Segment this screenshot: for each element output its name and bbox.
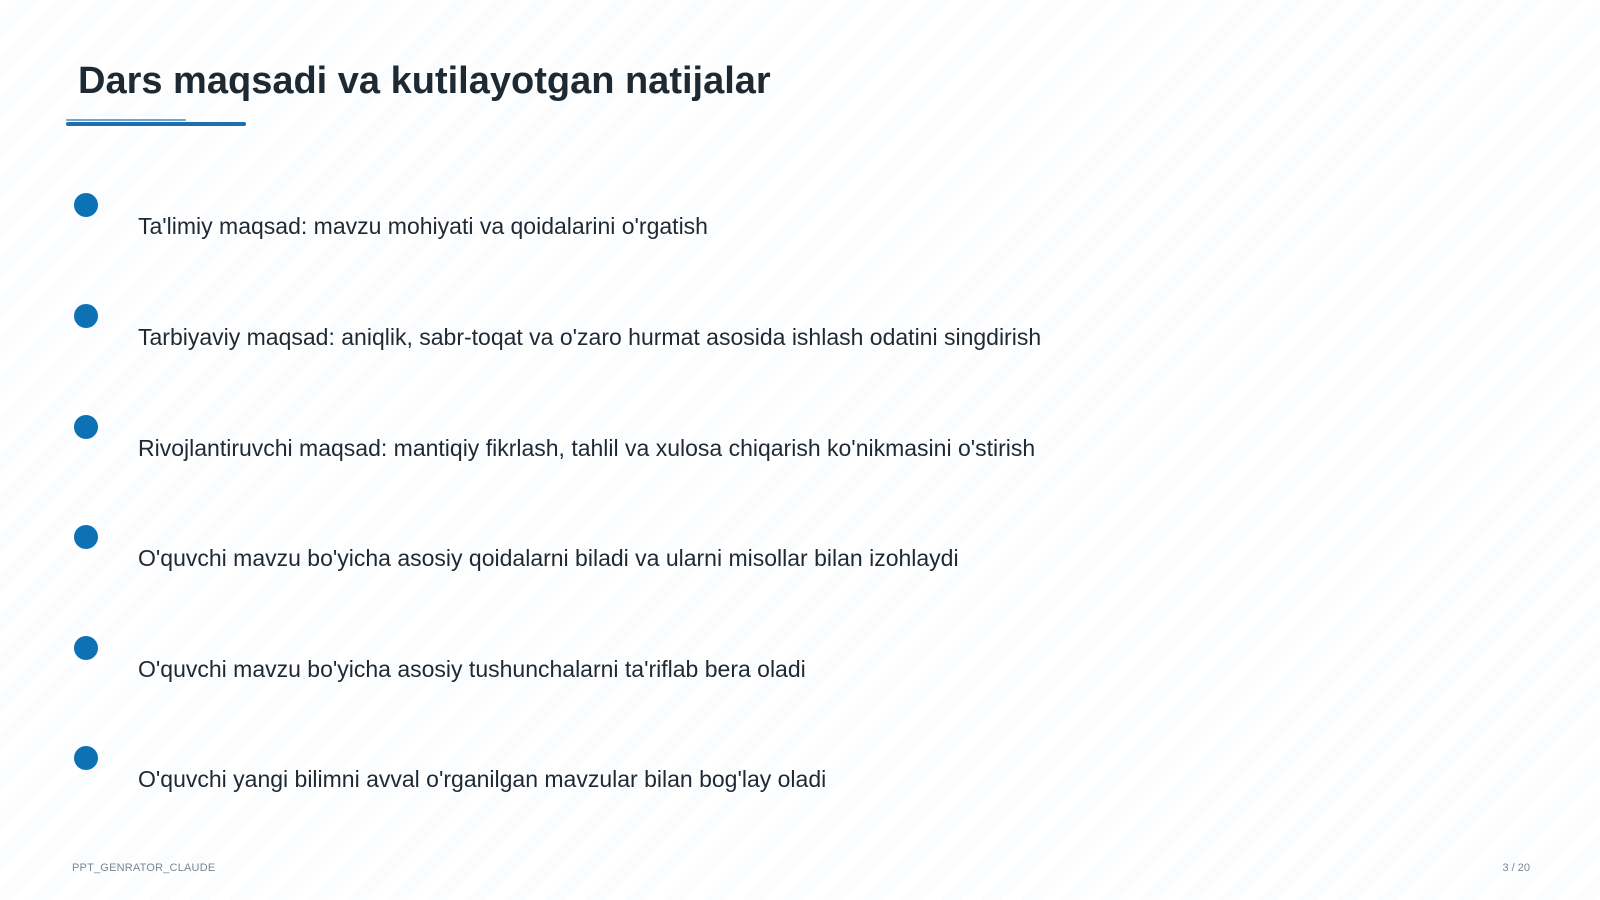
bullet-item bbox=[0, 525, 1600, 585]
bullet-item bbox=[0, 415, 1600, 475]
slide-title: Dars maqsadi va kutilayotgan natijalar bbox=[78, 60, 771, 102]
bullet-dot-icon bbox=[74, 193, 98, 217]
bullet-item bbox=[0, 636, 1600, 696]
bullet-item bbox=[0, 193, 1600, 253]
bullet-dot-icon bbox=[74, 636, 98, 660]
bullet-dot-icon bbox=[74, 525, 98, 549]
footer-generator-label: PPT_GENRATOR_CLAUDE bbox=[72, 862, 216, 874]
bullet-text: Tarbiyaviy maqsad: aniqlik, sabr-toqat va o'zaro hurmat asosida ishlash odatini singdirish bbox=[138, 324, 1042, 350]
bullet-dot-icon bbox=[74, 415, 98, 439]
page-number: 3 / 20 bbox=[1502, 862, 1530, 874]
bullet-item bbox=[0, 304, 1600, 364]
bullet-text: O'quvchi yangi bilimni avval o'rganilgan mavzular bilan bog'lay oladi bbox=[138, 766, 827, 792]
bullet-text: O'quvchi mavzu bo'yicha asosiy tushunchalarni ta'riflab bera oladi bbox=[138, 656, 806, 682]
bullet-text: Ta'limiy maqsad: mavzu mohiyati va qoidalarini o'rgatish bbox=[138, 213, 708, 239]
bullet-item bbox=[0, 746, 1600, 806]
bullet-dot-icon bbox=[74, 304, 98, 328]
bullet-dot-icon bbox=[74, 746, 98, 770]
bullet-text: O'quvchi mavzu bo'yicha asosiy qoidalarni biladi va ularni misollar bilan izohlaydi bbox=[138, 545, 959, 571]
bullet-text: Rivojlantiruvchi maqsad: mantiqiy fikrlash, tahlil va xulosa chiqarish ko'nikmasini o'stirish bbox=[138, 435, 1036, 461]
